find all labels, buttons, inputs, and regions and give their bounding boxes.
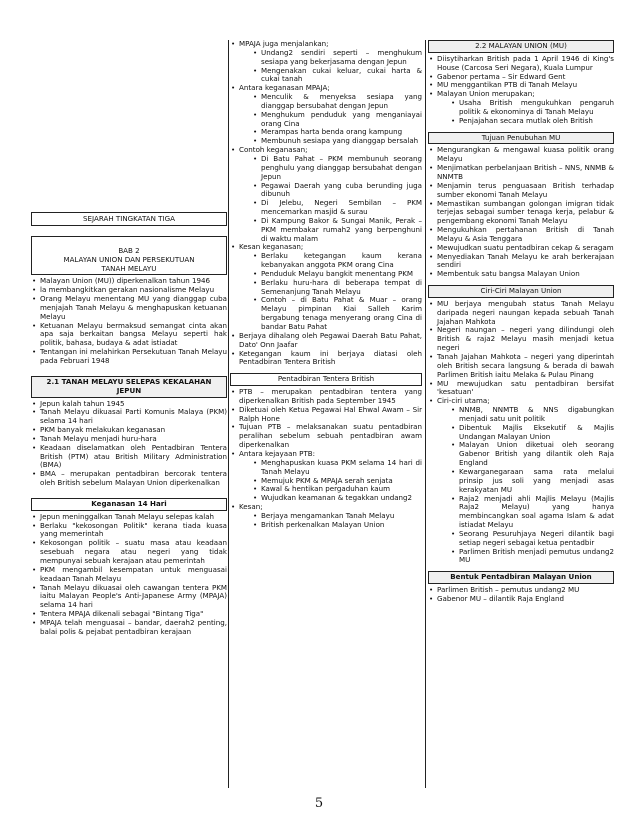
list-item: • Kewarganegaraan sama rata melalui prinsip jus soli yang menjadi asas kerakyatan MU xyxy=(459,468,614,495)
list-item: • Di Kampung Bakor & Sungai Manik, Perak – PKM membakar rumah2 yang berpenghuni di waktu malam xyxy=(261,217,422,244)
list-item: • Penjajahan secara mutlak oleh British xyxy=(459,117,614,126)
section-21-heading-box xyxy=(31,376,227,398)
list-item: • Memastikan sumbangan golongan imigran tidak terjejas sebagai sumber tenaga kerja, pelabur & pengembang ekonomi Tanah Melayu xyxy=(437,200,614,227)
list-item: • Berjaya mengamankan Tanah Melayu xyxy=(261,512,422,521)
list-item: • Tujuan PTB – melaksanakan suatu pentadbiran peralihan sebelum sebuah pentadbiran awam diperkenalkan xyxy=(239,423,422,450)
list-item: • MU mewujudkan satu pentadbiran bersifat 'kesatuan' xyxy=(437,380,614,398)
list-item: • Berlaku "kekosongan Politik" kerana tiada kuasa yang memerintah xyxy=(40,522,227,540)
section-ptb-heading-box xyxy=(230,373,422,386)
list-item: • Menjimatkan perbelanjaan British – NNS, NNMB & NNMTB xyxy=(437,164,614,182)
list-item: • Di Batu Pahat – PKM membunuh seorang penghulu yang dianggap bersubahat dengan Jepun xyxy=(261,155,422,182)
list-item: • PTB – merupakan pentadbiran tentera yang diperkenalkan British pada September 1945 xyxy=(239,388,422,406)
section-heading: Tujuan Penubuhan MU xyxy=(481,132,561,142)
list-item: • Kekosongan politik – suatu masa atau keadaan sesebuah negara atau negeri yang tidak mempunyai sebuah kerajaan atau pemerintah xyxy=(40,539,227,566)
list-item: • MU menggantikan PTB di Tanah Melayu xyxy=(437,81,614,90)
section-heading: Bentuk Pentadbiran Malayan Union xyxy=(450,572,592,582)
section-keganasan-heading-box xyxy=(31,498,227,511)
list-item: • Usaha British mengukuhkan pengaruh politik & ekonominya di Tanah Melayu xyxy=(459,99,614,117)
list-item: • Menghapuskan kuasa PKM selama 14 hari di Tanah Melayu xyxy=(261,459,422,477)
list-item: • Jepun kalah tahun 1945 xyxy=(40,400,227,409)
mu-list xyxy=(428,55,614,126)
list-item: • PKM mengambil kesempatan untuk menguasai keadaan Tanah Melayu xyxy=(40,566,227,584)
ptb-list xyxy=(230,388,422,530)
list-item: • Gabenor MU – dilantik Raja England xyxy=(437,595,614,604)
list-item: • Tanah Jajahan Mahkota – negeri yang diperintah oleh British secara langsung & berada di bawah Parlimen British iaitu Melaka & Pulau Pinang xyxy=(437,353,614,380)
list-item: • Membentuk satu bangsa Malayan Union xyxy=(437,270,614,279)
list-item: • Tentangan ini melahirkan Persekutuan Tanah Melayu pada Februari 1948 xyxy=(40,348,227,366)
list-item: • Menyediakan Tanah Melayu ke arah berkerajaan sendiri xyxy=(437,253,614,271)
list-item: • la membangkitkan gerakan nasionalisme Melayu xyxy=(40,286,227,295)
bentuk-list xyxy=(428,586,614,604)
section-21-list xyxy=(31,400,227,488)
list-item: • Dibentuk Majlis Eksekutif & Majlis Undangan Malayan Union xyxy=(459,424,614,442)
list-item: • Merampas harta benda orang kampung xyxy=(261,128,422,137)
list-item: • Diisytiharkan British pada 1 April 1946 di King's House (Carcosa Seri Negara), Kuala Lumpur xyxy=(437,55,614,73)
list-item: • Kesan keganasan; • Berlaku ketegangan kaum kerana kebanyakan anggota PKM orang Cina • Penduduk Melayu bangkit menentang PKM • Berlaku huru-hara di beberapa tempat di Semenanjung Tanah Melayu • Contoh – di Batu Pahat & Muar – orang Melayu pimpinan Kiai Salleh Karim bergabung tenaga menyerang orang Cina di bandar Batu Pahat xyxy=(239,243,422,331)
list-item: • Negeri naungan – negeri yang dilindungi oleh British & raja2 Melayu masih menjadi ketua negeri xyxy=(437,326,614,353)
list-item: • Berlaku ketegangan kaum kerana kebanyakan anggota PKM orang Cina xyxy=(261,252,422,270)
list-item: • Jepun meninggalkan Tanah Melayu selepas kalah xyxy=(40,513,227,522)
list-item: • Diketuai oleh Ketua Pegawai Hal Ehwal Awam – Sir Ralph Hone xyxy=(239,406,422,424)
list-item: • Seorang Pesuruhjaya Negeri dilantik bagi setiap negeri sebagai ketua pentadbir xyxy=(459,530,614,548)
list-item: • Parlimen British – pemutus undang2 MU xyxy=(437,586,614,595)
chapter-heading: BAB 2 MALAYAN UNION DAN PERSEKUTUAN TANAH MELAYU xyxy=(63,245,195,273)
section-bentuk-heading-box xyxy=(428,571,614,584)
list-item: • Kesan; • Berjaya mengamankan Tanah Melayu • British perkenalkan Malayan Union xyxy=(239,503,422,530)
list-item: • Raja2 menjadi ahli Majlis Melayu (Majlis Raja2 Melayu) yang hanya membincangkan soal agama Islam & adat istiadat Melayu xyxy=(459,495,614,530)
section-heading: Keganasan 14 Hari xyxy=(91,498,167,508)
document-title-box xyxy=(31,212,227,226)
list-item: • Mengukuhkan pertahanan British di Tanah Melayu & Asia Tenggara xyxy=(437,226,614,244)
list-item: • Gabenor pertama – Sir Edward Gent xyxy=(437,73,614,82)
list-item: • Tanah Melayu dikuasai oleh cawangan tentera PKM iaitu Malayan People's Anti-Japanese Army (MPAJA) selama 14 hari xyxy=(40,584,227,611)
list-item: • Keadaan diselamatkan oleh Pentadbiran Tentera British (PTM) atau British Military Administration (BMA) xyxy=(40,444,227,471)
section-22-heading-box xyxy=(428,40,614,53)
list-item: • Berjaya dihalang oleh Pegawai Daerah Batu Pahat, Dato' Onn Jaafar xyxy=(239,332,422,350)
column-divider-1 xyxy=(228,40,229,788)
list-item: • Menculik & menyeksa sesiapa yang dianggap bersubahat dengan Jepun xyxy=(261,93,422,111)
list-item: • Menjamin terus penguasaan British terhadap sumber ekonomi Tanah Melayu xyxy=(437,182,614,200)
list-item: • Ketuanan Melayu bermaksud semangat cinta akan apa saja berkaitan bangsa Melayu seperti hak politik, bahasa, budaya & adat istiadat xyxy=(40,322,227,349)
mpaja-list xyxy=(230,40,422,367)
list-item: • Penduduk Melayu bangkit menentang PKM xyxy=(261,270,422,279)
list-item: • Ketegangan kaum ini berjaya diatasi oleh Pentadbiran Tentera British xyxy=(239,350,422,368)
list-item: • PKM banyak melakukan keganasan xyxy=(40,426,227,435)
section-heading: Pentadbiran Tentera British xyxy=(277,374,375,384)
column-1 xyxy=(31,210,227,637)
list-item: • NNMB, NNMTB & NNS digabungkan menjadi satu unit politik xyxy=(459,406,614,424)
list-item: • Mengenakan cukai keluar, cukai harta & cukai tanah xyxy=(261,67,422,85)
list-item: • Tanah Melayu dikuasai Parti Komunis Malaya (PKM) selama 14 hari xyxy=(40,408,227,426)
tujuan-list xyxy=(428,146,614,279)
list-item: • MPAJA juga menjalankan; • Undang2 sendiri seperti – menghukum sesiapa yang bekerjasama dengan Jepun • Mengenakan cukai keluar, cukai harta & cukai tanah xyxy=(239,40,422,84)
list-item: • Wujudkan keamanan & tegakkan undang2 xyxy=(261,494,422,503)
list-item: • Tentera MPAJA dikenali sebagai "Bintang Tiga" xyxy=(40,610,227,619)
list-item: • Menghukum penduduk yang menganiayai orang Cina xyxy=(261,111,422,129)
list-item: • Tanah Melayu menjadi huru-hara xyxy=(40,435,227,444)
list-item: • Malayan Union merupakan; • Usaha British mengukuhkan pengaruh politik & ekonominya di Tanah Melayu • Penjajahan secara mutlak oleh British xyxy=(437,90,614,125)
section-tujuan-heading-box xyxy=(428,132,614,145)
keganasan-list xyxy=(31,513,227,637)
list-item: • MPAJA telah menguasai – bandar, daerah2 penting, balai polis & pejabat pentadbiran kerajaan xyxy=(40,619,227,637)
ciri-list xyxy=(428,300,614,565)
list-item: • Contoh – di Batu Pahat & Muar – orang Melayu pimpinan Kiai Salleh Karim bergabung tenaga menyerang orang Cina di bandar Batu Pahat xyxy=(261,296,422,331)
list-item: • Undang2 sendiri seperti – menghukum sesiapa yang bekerjasama dengan Jepun xyxy=(261,49,422,67)
section-ciri-heading-box xyxy=(428,285,614,298)
list-item: • Membunuh sesiapa yang dianggap bersalah xyxy=(261,137,422,146)
list-item: • Mengurangkan & mengawal kuasa politik orang Melayu xyxy=(437,146,614,164)
list-item: • Malayan Union (MU)) diperkenalkan tahun 1946 xyxy=(40,277,227,286)
list-item: • Berlaku huru-hara di beberapa tempat di Semenanjung Tanah Melayu xyxy=(261,279,422,297)
column-2 xyxy=(230,40,422,530)
list-item: • Antara keganasan MPAJA; • Menculik & menyeksa sesiapa yang dianggap bersubahat dengan Jepun • Menghukum penduduk yang menganiayai orang Cina • Merampas harta benda orang kampung • Membunuh sesiapa yang dianggap bersalah xyxy=(239,84,422,146)
column-3 xyxy=(428,40,614,604)
list-item: • Mewujudkan suatu pentadbiran cekap & seragam xyxy=(437,244,614,253)
list-item: • British perkenalkan Malayan Union xyxy=(261,521,422,530)
list-item: • BMA – merupakan pentadbiran bercorak tentera oleh British sebelum Malayan Union diperkenalkan xyxy=(40,470,227,488)
chapter-points-list xyxy=(31,277,227,365)
column-divider-2 xyxy=(425,40,426,788)
document-title: SEJARAH TINGKATAN TIGA xyxy=(83,214,175,223)
list-item: • Ciri-ciri utama; • NNMB, NNMTB & NNS digabungkan menjadi satu unit politik • Dibentuk Majlis Eksekutif & Majlis Undangan Malayan Union • Malayan Union diketuai oleh seorang Gabenor British yang dilantik oleh Raja England • Kewarganegaraan sama rata melalui prinsip jus soli yang menjadi asas kerakyatan MU • Raja2 menjadi ahli Majlis Melayu (Majlis Raja2 Melayu) yang hanya membincangkan soal agama Islam & adat istiadat Melayu • Seorang Pesuruhjaya Negeri dilantik bagi setiap negeri sebagai ketua pentadbir • Parlimen British menjadi pemutus undang2 MU xyxy=(437,397,614,565)
list-item: • Parlimen British menjadi pemutus undang2 MU xyxy=(459,548,614,566)
list-item: • Antara kejayaan PTB: • Menghapuskan kuasa PKM selama 14 hari di Tanah Melayu • Memujuk PKM & MPAJA serah senjata • Kawal & hentikan pergaduhan kaum • Wujudkan keamanan & tegakkan undang2 xyxy=(239,450,422,503)
section-heading: Ciri-Ciri Malayan Union xyxy=(480,286,562,296)
section-heading: 2.2 MALAYAN UNION (MU) xyxy=(475,41,567,50)
section-heading: 2.1 TANAH MELAYU SELEPAS KEKALAHAN JEPUN xyxy=(46,376,212,395)
list-item: • Di Jelebu, Negeri Sembilan – PKM mencemarkan masjid & surau xyxy=(261,199,422,217)
chapter-heading-box xyxy=(31,236,227,275)
list-item: • MU berjaya mengubah status Tanah Melayu daripada negeri naungan kepada sebuah Tanah Jajahan Mahkota xyxy=(437,300,614,327)
list-item: • Orang Melayu menentang MU yang dianggap cuba menjajah Tanah Melayu & menghapuskan ketuanan Melayu xyxy=(40,295,227,322)
list-item: • Kawal & hentikan pergaduhan kaum xyxy=(261,485,422,494)
list-item: • Memujuk PKM & MPAJA serah senjata xyxy=(261,477,422,486)
page-number: 5 xyxy=(314,796,324,811)
list-item: • Contoh keganasan; • Di Batu Pahat – PKM membunuh seorang penghulu yang dianggap bersubahat dengan Jepun • Pegawai Daerah yang cuba berunding juga dibunuh • Di Jelebu, Negeri Sembilan – PKM mencemarkan masjid & surau • Di Kampung Bakor & Sungai Manik, Perak – PKM membakar rumah2 yang berpenghuni di waktu malam xyxy=(239,146,422,243)
list-item: • Pegawai Daerah yang cuba berunding juga dibunuh xyxy=(261,182,422,200)
list-item: • Malayan Union diketuai oleh seorang Gabenor British yang dilantik oleh Raja England xyxy=(459,441,614,468)
